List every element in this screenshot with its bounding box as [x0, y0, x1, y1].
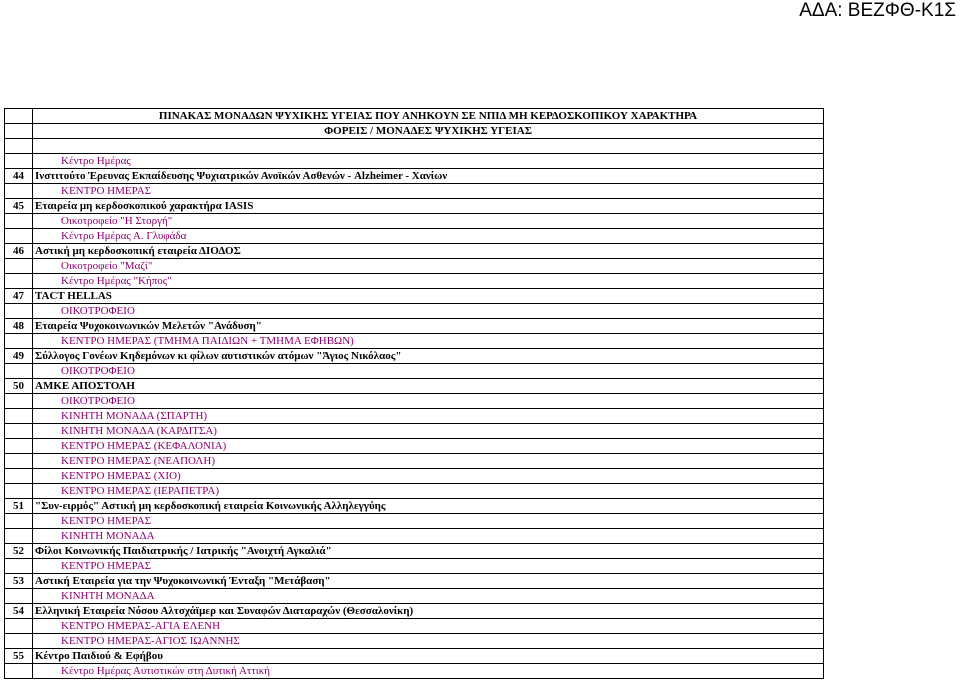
- unit-row: [5, 334, 824, 349]
- unit-row: [5, 304, 824, 319]
- row-number: [5, 154, 33, 169]
- organization-name: TACT HELLAS: [33, 289, 824, 304]
- unit-name: ΚΙΝΗΤΗ ΜΟΝΑΔΑ: [33, 589, 824, 604]
- organization-name: Ινστιτούτο Έρευνας Εκπαίδευσης Ψυχιατρικών Ανοϊκών Ασθενών - Alzheimer - Χανίων: [33, 169, 824, 184]
- unit-row: [5, 634, 824, 649]
- unit-row: [5, 514, 824, 529]
- unit-name: ΚΕΝΤΡΟ ΗΜΕΡΑΣ (ΝΕΑΠΟΛΗ): [33, 454, 824, 469]
- ada-document-id: ΑΔΑ: ΒΕΖΦΘ-Κ1Σ: [799, 0, 956, 21]
- row-number: 54: [5, 604, 33, 619]
- organization-row: [5, 199, 824, 214]
- organization-row: [5, 544, 824, 559]
- table-title: ΠΙΝΑΚΑΣ ΜΟΝΑΔΩΝ ΨΥΧΙΚΗΣ ΥΓΕΙΑΣ ΠΟΥ ΑΝΗΚΟΥΝ ΣΕ ΝΠΙΔ ΜΗ ΚΕΡΔΟΣΚΟΠΙΚΟΥ ΧΑΡΑΚΤΗΡΑ: [33, 109, 824, 124]
- row-number: [5, 664, 33, 679]
- row-number: 49: [5, 349, 33, 364]
- organization-name: ΑΜΚΕ ΑΠΟΣΤΟΛΗ: [33, 379, 824, 394]
- unit-row: [5, 364, 824, 379]
- unit-name: ΚΕΝΤΡΟ ΗΜΕΡΑΣ: [33, 514, 824, 529]
- unit-row: [5, 484, 824, 499]
- unit-row: [5, 154, 824, 169]
- unit-row: [5, 619, 824, 634]
- unit-name: ΟΙΚΟΤΡΟΦΕΙΟ: [33, 394, 824, 409]
- organization-name: "Συν-ειρμός" Αστική μη κερδοσκοπική εταιρεία Κοινωνικής Αλληλεγγύης: [33, 499, 824, 514]
- table-subtitle: ΦΟΡΕΙΣ / ΜΟΝΑΔΕΣ ΨΥΧΙΚΗΣ ΥΓΕΙΑΣ: [33, 124, 824, 139]
- organization-row: [5, 169, 824, 184]
- row-number: 47: [5, 289, 33, 304]
- organization-name: Εταιρεία μη κερδοσκοπικού χαρακτήρα IASIS: [33, 199, 824, 214]
- row-number: 55: [5, 649, 33, 664]
- unit-name: Κέντρο Ημέρας Αυτιστικών στη Δυτική Αττική: [33, 664, 824, 679]
- row-number: 50: [5, 379, 33, 394]
- row-number: [5, 619, 33, 634]
- unit-name: Οικοτροφείο "Μαζί": [33, 259, 824, 274]
- organization-row: [5, 574, 824, 589]
- row-number: 45: [5, 199, 33, 214]
- row-number: [5, 439, 33, 454]
- row-number: 51: [5, 499, 33, 514]
- unit-name: ΚΕΝΤΡΟ ΗΜΕΡΑΣ-ΑΓΙΟΣ ΙΩΑΝΝΗΣ: [33, 634, 824, 649]
- row-number: [5, 454, 33, 469]
- row-number: 44: [5, 169, 33, 184]
- organization-row: [5, 349, 824, 364]
- organization-row: [5, 244, 824, 259]
- unit-name: ΚΙΝΗΤΗ ΜΟΝΑΔΑ: [33, 529, 824, 544]
- row-number: [5, 529, 33, 544]
- unit-row: [5, 259, 824, 274]
- row-number: [5, 274, 33, 289]
- organization-name: Εταιρεία Ψυχοκοινωνικών Μελετών "Ανάδυση": [33, 319, 824, 334]
- row-number: [5, 589, 33, 604]
- row-number: 48: [5, 319, 33, 334]
- unit-row: [5, 424, 824, 439]
- row-number: [5, 424, 33, 439]
- organization-name: Σύλλογος Γονέων Κηδεμόνων κι φίλων αυτιστικών ατόμων "Άγιος Νικόλαος": [33, 349, 824, 364]
- unit-name: ΚΙΝΗΤΗ ΜΟΝΑΔΑ (ΣΠΑΡΤΗ): [33, 409, 824, 424]
- row-number: [5, 214, 33, 229]
- unit-row: [5, 214, 824, 229]
- unit-name: ΟΙΚΟΤΡΟΦΕΙΟ: [33, 304, 824, 319]
- mental-health-units-table: [4, 108, 824, 679]
- row-number: [5, 364, 33, 379]
- unit-name: ΚΕΝΤΡΟ ΗΜΕΡΑΣ (ΧΙΟ): [33, 469, 824, 484]
- organization-row: [5, 604, 824, 619]
- unit-name: ΚΕΝΤΡΟ ΗΜΕΡΑΣ (ΚΕΦΑΛΟΝΙΑ): [33, 439, 824, 454]
- row-number: 53: [5, 574, 33, 589]
- unit-name: ΚΕΝΤΡΟ ΗΜΕΡΑΣ (ΙΕΡΑΠΕΤΡΑ): [33, 484, 824, 499]
- row-number: [5, 334, 33, 349]
- unit-name: ΚΕΝΤΡΟ ΗΜΕΡΑΣ: [33, 559, 824, 574]
- organization-name: Αστική μη κερδοσκοπική εταιρεία ΔΙΟΔΟΣ: [33, 244, 824, 259]
- unit-name: Οικοτροφείο "Η Στοργή": [33, 214, 824, 229]
- unit-row: [5, 664, 824, 679]
- unit-row: [5, 229, 824, 244]
- row-number: 46: [5, 244, 33, 259]
- unit-row: [5, 469, 824, 484]
- unit-row: [5, 529, 824, 544]
- row-number: [5, 514, 33, 529]
- organization-name: Φίλοι Κοινωνικής Παιδιατρικής / Ιατρικής "Ανοιχτή Αγκαλιά": [33, 544, 824, 559]
- unit-row: [5, 409, 824, 424]
- organization-row: [5, 499, 824, 514]
- organization-row: [5, 289, 824, 304]
- organization-row: [5, 649, 824, 664]
- row-number: [5, 409, 33, 424]
- unit-row: [5, 394, 824, 409]
- organization-name: Κέντρο Παιδιού & Εφήβου: [33, 649, 824, 664]
- unit-name: Κέντρο Ημέρας: [33, 154, 824, 169]
- unit-name: Κέντρο Ημέρας Α. Γλυφάδα: [33, 229, 824, 244]
- row-number: [5, 634, 33, 649]
- row-number: [5, 469, 33, 484]
- row-number: [5, 184, 33, 199]
- unit-name: ΚΕΝΤΡΟ ΗΜΕΡΑΣ: [33, 184, 824, 199]
- organization-row: [5, 319, 824, 334]
- unit-row: [5, 454, 824, 469]
- unit-row: [5, 274, 824, 289]
- unit-name: ΚΙΝΗΤΗ ΜΟΝΑΔΑ (ΚΑΡΔΙΤΣΑ): [33, 424, 824, 439]
- spacer-row: [5, 139, 824, 154]
- organization-name: Ελληνική Εταιρεία Νόσου Αλτσχάϊμερ και Συναφών Διαταραχών (Θεσσαλονίκη): [33, 604, 824, 619]
- row-number: 52: [5, 544, 33, 559]
- row-number: [5, 259, 33, 274]
- unit-row: [5, 184, 824, 199]
- row-number: [5, 304, 33, 319]
- unit-name: ΚΕΝΤΡΟ ΗΜΕΡΑΣ (ΤΜΗΜΑ ΠΑΙΔΙΩΝ + ΤΜΗΜΑ ΕΦΗΒΩΝ): [33, 334, 824, 349]
- unit-name: ΚΕΝΤΡΟ ΗΜΕΡΑΣ-ΑΓΙΑ ΕΛΕΝΗ: [33, 619, 824, 634]
- unit-row: [5, 589, 824, 604]
- organization-row: [5, 379, 824, 394]
- organization-name: Αστική Εταιρεία για την Ψυχοκοινωνική Ένταξη "Μετάβαση": [33, 574, 824, 589]
- row-number: [5, 229, 33, 244]
- unit-name: ΟΙΚΟΤΡΟΦΕΙΟ: [33, 364, 824, 379]
- table-title-row: [5, 109, 824, 124]
- row-number: [5, 484, 33, 499]
- row-number: [5, 394, 33, 409]
- unit-name: Κέντρο Ημέρας "Κήπος": [33, 274, 824, 289]
- table-subtitle-row: [5, 124, 824, 139]
- unit-row: [5, 559, 824, 574]
- unit-row: [5, 439, 824, 454]
- row-number: [5, 559, 33, 574]
